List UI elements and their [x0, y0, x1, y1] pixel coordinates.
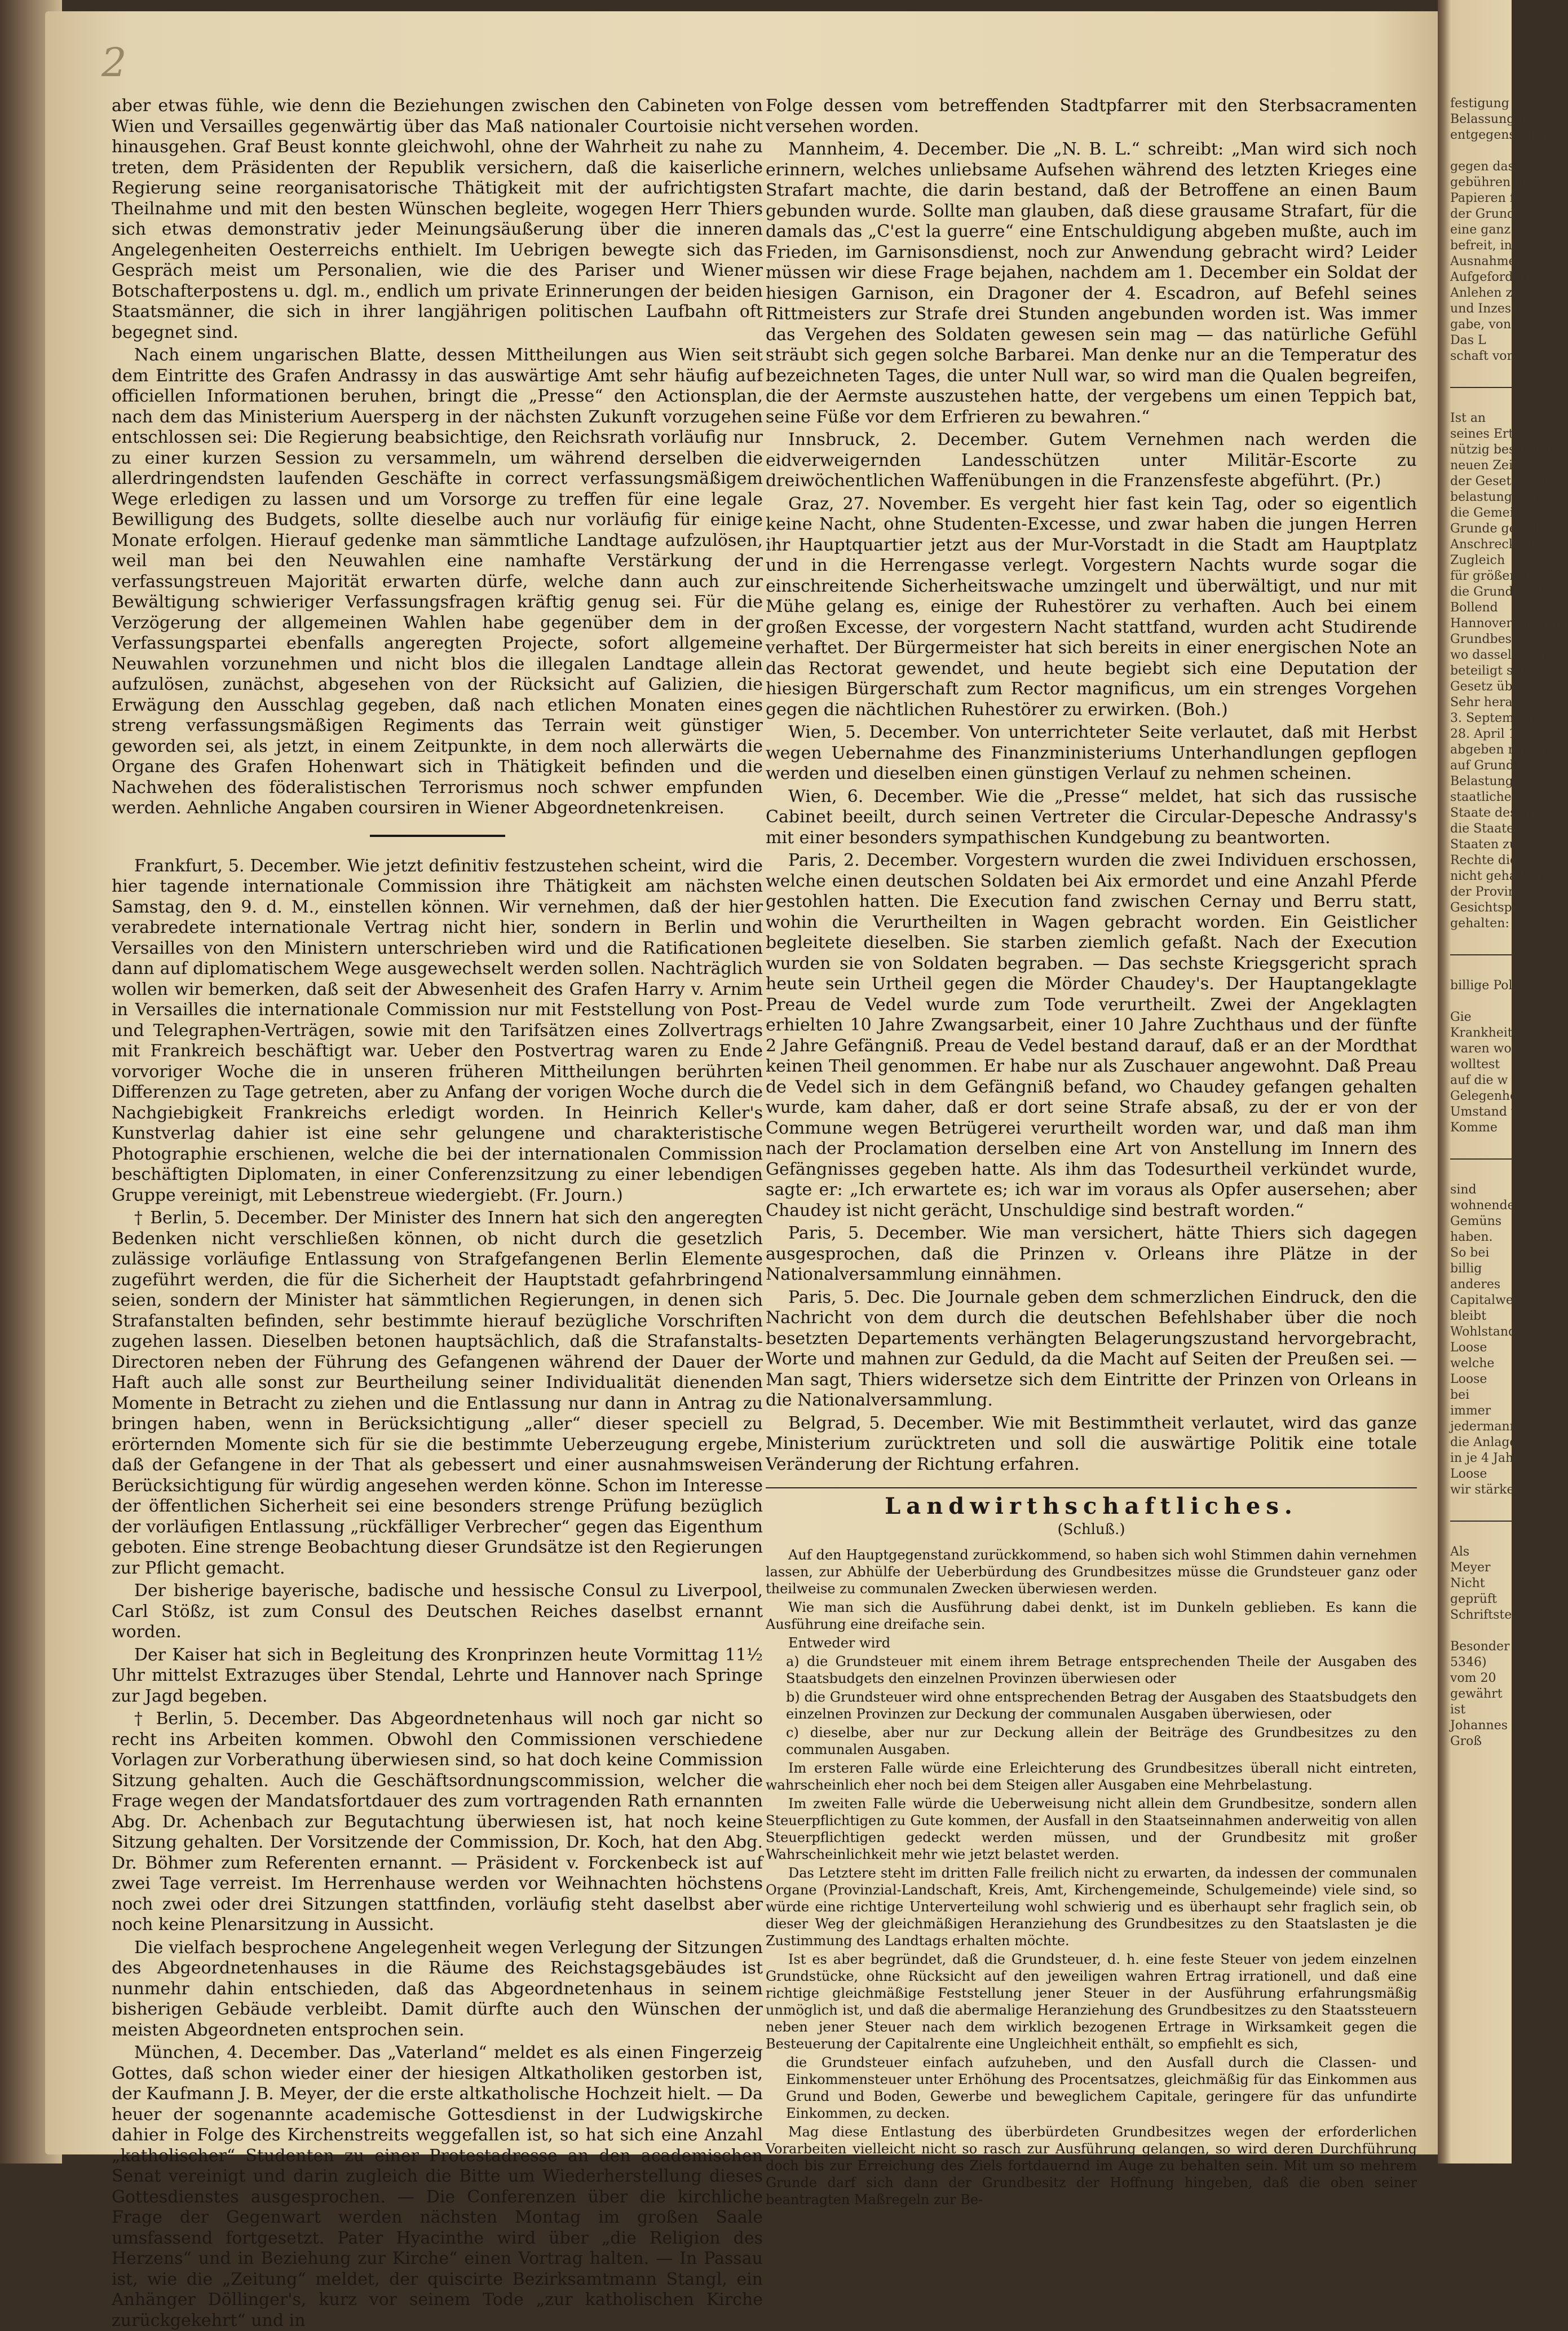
strip-line: Gemüns [1450, 1214, 1502, 1228]
strip-line: waren wohl [1450, 1042, 1523, 1056]
strip-line: haben. [1450, 1230, 1493, 1244]
strip-line: auf Grund w [1450, 759, 1529, 773]
strip-line: bleibt [1450, 1309, 1487, 1323]
strip-line: Gelegenheit [1450, 1089, 1526, 1103]
strip-line: vom 20 [1450, 1671, 1496, 1685]
strip-line: Hannover zusamm [1450, 616, 1568, 631]
strip-line: und Inzessio [1450, 302, 1529, 316]
page-folio: 2 [101, 39, 127, 86]
strip-line: wir stärker [1450, 1483, 1521, 1497]
strip-line: Komme [1450, 1121, 1498, 1135]
section-paragraph: Auf den Hauptgegenstand zurückkommend, so haben sich wohl Stimmen dahin vernehmen lassen, zur Abhülfe der Ueberbürdung des Grundbesitzes müsse die Grundsteuer ganz oder theilweise zu communalen Zwecken überwiesen werden. [766, 1547, 1417, 1597]
strip-line: die Grundbesitze [1450, 585, 1558, 599]
strip-line: wohnende [1450, 1198, 1515, 1213]
article-paris: Paris, 5. Dec. Die Journale geben dem schmerzlichen Eindruck, den die Nachricht von dem durch die deutschen Befehlshaber über die noch besetzten Departements verhängten Belagerungszustand hervorgebracht, Worte und mahnen zur Geduld, da die Macht auf Seiten der Preußen sei. — Man sagt, Thiers widersetze sich dem Eintritte der Prinzen von Orleans in die Nationalversammlung. [766, 1287, 1417, 1410]
strip-line: geprüft [1450, 1592, 1497, 1606]
strip-line: Anschreckend [1450, 537, 1540, 552]
strip-rule [1450, 1158, 1518, 1160]
strip-line: So bei [1450, 1246, 1490, 1260]
article-paragraph: Der Kaiser hat sich in Begleitung des Kronprinzen heute Vormittag 11½ Uhr mittelst Extrazuges über Stendal, Lehrte und Hannover nach Springe zur Jagd begeben. [112, 1645, 763, 1706]
strip-line: der Provinz [1450, 885, 1523, 899]
strip-line [1450, 1623, 1552, 1639]
strip-line: Rechte die [1450, 853, 1518, 867]
section-paragraph: Ist es aber begründet, daß die Grundsteuer, d. h. eine feste Steuer von jedem einzelnen Grundstücke, ohne Rücksicht auf den jeweiligen wahren Ertrag irrationell, und daß eine richtige gleichmäßige Feststellung jener Steuer in der Ausführung erfahrungsmäßig unmöglich ist, und daß die abermalige Heranziehung des Grundbesitzes zu den Staatssteuern neben jener Steuer nach dem wirklich bezogenen Ertrage in Wirksamkeit gegen die Besteuerung der Capitalrente eine Ungleichheit enthält, so empfiehlt es sich, [766, 1951, 1417, 2052]
section-paragraph: Das Letztere steht im dritten Falle freilich nicht zu erwarten, da indessen der communalen Organe (Provinzial-Landschaft, Kreis, Amt, Kirchengemeinde, Schulgemeinde) viele sind, so würde eine richtige Unterverteilung wohl schwierig und es überhaupt sehr fraglich sein, ob dieser Weg der gleichmäßigen Heranziehung des Grundbesitzes zu den Staatslasten je die Zustimmung des Landtags erhalten möchte. [766, 1865, 1417, 1949]
section-paragraph: Im ersteren Falle würde eine Erleichterung des Grundbesitzes überall nicht eintreten, wahrscheinlich eher noch bei dem Steigen aller Ausgaben eine Mehrbelastung. [766, 1760, 1417, 1793]
article-paris: Paris, 5. December. Wie man versichert, hätte Thiers sich dagegen ausgesprochen, daß die Prinzen v. Orleans ihre Plätze in der Nationalversammlung einnähmen. [766, 1223, 1417, 1284]
section-divider [370, 835, 505, 837]
article-paragraph: Folge dessen vom betreffenden Stadtpfarrer mit den Sterbsacramenten versehen worden. [766, 96, 1417, 136]
strip-line: Besonder [1450, 1640, 1510, 1654]
strip-line: die Gemeindela [1450, 506, 1549, 520]
section-body [766, 1546, 1417, 2208]
article-belgrad: Belgrad, 5. December. Wie mit Bestimmtheit verlautet, wird das ganze Ministerium zurücktreten und soll die auswärtige Politik eine totale Veränderung der Richtung erfahren. [766, 1413, 1417, 1474]
strip-line: Grunde gelegt [1450, 522, 1541, 536]
strip-line: für größere G [1450, 569, 1537, 583]
strip-line: Anlehen zu [1450, 286, 1521, 300]
article-mannheim: Mannheim, 4. December. Die „N. B. L.“ schreibt: „Man wird sich noch erinnern, welches unliebsame Aufsehen während des letzten Krieges eine Strafart machte, die darin bestand, daß der Betroffene an einen Baum gebunden wurde. Sollte man glauben, daß diese grausame Strafart, für die damals das „C'est la guerre“ eine Entschuldigung abgeben mußte, auch im Frieden, im Garnisonsdienst, noch zur Anwendung gebracht wird? Leider müssen wir diese Frage bejahen, nachdem am 1. December ein Soldat der hiesigen Garnison, ein Dragoner der 4. Escadron, auf Befehl seines Rittmeisters zur Strafe drei Stunden angebunden worden ist. Was immer das Vergehen des Soldaten gewesen sein mag — das natürliche Gefühl sträubt sich gegen solche Barbarei. Man denke nur an die Temperatur des bezeichneten Tages, die unter Null war, so wird man die Qualen begreifen, die der Aermste auszustehen hatte, der vergebens um einen Teppich bat, seine Füße vor dem Erfrieren zu bewahren.“ [766, 139, 1417, 427]
strip-line: seines Ertrages [1450, 427, 1549, 441]
strip-line: Grundbesitzers [1450, 632, 1547, 646]
section-paragraph: Im zweiten Falle würde die Ueberweisung nicht allein dem Grundbesitze, sondern allen Steuerpflichtigen zu Gute kommen, der Ausfall in den Staatseinnahmen anderweitig von allen Steuerpflichtigen gedeckt werden müssen, und der Grundbesitz mit großer Wahrscheinlichkeit mehr wie jetzt belastet werden. [766, 1796, 1417, 1862]
adjacent-page-text [1450, 96, 1568, 1750]
strip-line: Loose [1450, 1372, 1487, 1386]
enumeration-item: a) die Grundsteuer mit einem ihrem Betrage entsprechenden Theile der Ausgaben des Staatsbudgets den einzelnen Provinzen überwiesen oder [786, 1654, 1417, 1686]
strip-line: bei [1450, 1388, 1470, 1402]
article-graz: Graz, 27. November. Es vergeht hier fast kein Tag, oder so eigentlich keine Nacht, ohne Studenten-Excesse, und zwar haben die jungen Herren ihr Hauptquartier jetzt aus der Mur-Vorstadt in die Stadt am Hauptplatz und in die Herrengasse verlegt. Vorgestern Nachts wurde sogar die einschreitende Sicherheitswache umzingelt und überwältigt, und nur mit Mühe gelang es, einige der Ruhestörer zu verhaften. Auch bei einem großen Excesse, der vorgestern Nacht stattfand, wurden acht Studirende verhaftet. Der Bürgermeister hat sich bereits in einer energischen Note an das Rectorat gewendet, und heute begiebt sich eine Deputation der hiesigen Bürgerschaft zum Rector magnificus, um ein strenges Vorgehen gegen die nächtlichen Ruhestörer zu erwirken. (Boh.) [766, 493, 1417, 720]
strip-line: ist [1450, 1703, 1466, 1717]
article-wien: Wien, 6. December. Wie die „Presse“ meldet, hat sich das russische Cabinet beeilt, durch seinen Vertreter die Circular-Depesche Andrassy's mit einer besonders sympathischen Kundgebung zu beantworten. [766, 786, 1417, 848]
strip-line: billige Pol [1450, 979, 1513, 993]
strip-line [1450, 994, 1552, 1010]
article-berlin: † Berlin, 5. December. Das Abgeordnetenhaus will noch gar nicht so recht ins Arbeiten kommen. Obwohl den Commissionen verschiedene Vorlagen zur Vorberathung überwiesen sind, so hat doch keine Commission Sitzung gehalten. Auch die Geschäftsordnungscommission, welcher die Frage wegen der Mandatsfortdauer des zum vortragenden Rath ernannten Abg. Dr. Achenbach zur Begutachtung überwiesen ist, hat noch keine Sitzung gehalten. Der Vorsitzende der Commission, Dr. Koch, hat den Abg. Dr. Böhmer zum Referenten ernannt. — Präsident v. Forckenbeck ist auf zwei Tage verreist. Im Herrenhause werden vor Weihnachten höchstens noch zwei oder drei Sitzungen stattfinden, vorläufig steht daselbst aber noch keine Plenarsitzung in Aussicht. [112, 1709, 763, 1935]
strip-rule [1450, 1521, 1518, 1522]
strip-line: Staaten zu be [1450, 838, 1537, 852]
strip-line: Papieren fo [1450, 191, 1522, 205]
strip-line: Ausnahmen [1450, 254, 1524, 268]
strip-line: nicht gehalten [1450, 869, 1541, 883]
enumeration-item: b) die Grundsteuer wird ohne entsprechenden Betrag der Ausgaben des Staatsbudgets den einzelnen Provinzen zur Deckung der communalen Ausgaben überwiesen, oder [786, 1689, 1417, 1722]
strip-rule [1450, 387, 1518, 388]
strip-line: Als [1450, 1545, 1470, 1559]
strip-line: die Staaten [1450, 822, 1522, 836]
strip-line: in je 4 Jahr [1450, 1451, 1520, 1465]
strip-line: befreit, ins [1450, 239, 1519, 253]
strip-line: Krankheiten [1450, 1026, 1528, 1040]
strip-line: Belastung [1450, 774, 1513, 788]
strip-line: Groß [1450, 1734, 1482, 1748]
section-paragraph: die Grundsteuer einfach aufzuheben, und den Ausfall durch die Classen- und Einkommensteuer unter Erhöhung des Procentsatzes, gleichmäßig für das Einkommen aus Grund und Boden, Gewerbe und beweglichem Capitale, geringere für das unfundirte Einkommen, zu decken. [786, 2055, 1417, 2121]
strip-line: Ist an [1450, 411, 1486, 425]
strip-line: 28. April 18 [1450, 727, 1525, 741]
strip-line: wo dasselbe zu [1450, 648, 1545, 662]
strip-line: Meyer [1450, 1561, 1491, 1575]
strip-line: Capitalwer [1450, 1293, 1520, 1307]
strip-line: gebühren be [1450, 175, 1530, 190]
strip-line: staatlichen Be [1450, 790, 1540, 804]
strip-line: wolltest [1450, 1057, 1500, 1072]
strip-line: gegen das [1450, 160, 1514, 174]
strip-line: Schriftsteller [1450, 1608, 1533, 1622]
strip-line: welche [1450, 1356, 1495, 1371]
strip-line: neuen Zeit [1450, 459, 1518, 473]
section-subtitle: (Schluß.) [1057, 1521, 1125, 1538]
strip-line: gehalten: [1450, 916, 1509, 931]
strip-line: auf die w [1450, 1073, 1508, 1087]
strip-line: beteiligt sein [1450, 664, 1532, 678]
strip-line: schaft von de [1450, 349, 1534, 363]
strip-line: entgegenstellen [1450, 128, 1551, 142]
adjacent-page-strip [1438, 0, 1568, 2163]
strip-line: Bollend [1450, 601, 1498, 615]
strip-line: Staate des Gr [1450, 806, 1536, 820]
strip-line: Aufgefordert [1450, 270, 1531, 284]
strip-line: Zugleich [1450, 553, 1505, 567]
strip-line: Wohlstand [1450, 1325, 1517, 1339]
strip-line: gewährt [1450, 1687, 1503, 1701]
strip-line: Belassung des [1450, 112, 1540, 126]
strip-rule [1450, 954, 1518, 955]
strip-line: billig [1450, 1262, 1482, 1276]
strip-line: Sehr herangeze [1450, 695, 1550, 710]
article-paragraph: Der bisherige bayerische, badische und hessische Consul zu Liverpool, Carl Stößz, ist zum Consul des Deutschen Reiches daselbst ernannt worden. [112, 1581, 763, 1642]
article-muenchen: München, 4. December. Das „Vaterland“ meldet es als einen Fingerzeig Gottes, daß schon wieder einer der hiesigen Altkatholiken gestorben ist, der Kaufmann J. B. Meyer, der die erste altkatholische Hochzeit hielt. — Da heuer der sogenannte academische Gottesdienst in der Ludwigskirche dahier in Folge des Kirchenstreits weggefallen ist, so hat sich eine Anzahl „katholischer“ Studenten zu einer Protestadresse an den academischen Senat vereinigt und darin zugleich die Bitte um Wiederherstellung dieses Gottesdienstes ausgesprochen. — Die Conferenzen über die kirchliche Frage der Gegenwart werden nächsten Montag im großen Saale umsfassend fortgesetzt. Pater Hyacinthe wird über „die Religion des Herzens“ und in Beziehung zur Kirche“ einen Vortrag halten. — In Passau ist, wie die „Zeitung“ meldet, der quiscirte Bezirksamtmann Stangl, ein Anhänger Döllinger's, kurz vor seinem Tode „zur katholischen Kirche zurückgekehrt“ und in [112, 2043, 763, 2330]
strip-line: jedermann [1450, 1420, 1518, 1434]
section-title: Landwirthschaftliches. [766, 1487, 1417, 1517]
section-paragraph: Mag diese Entlastung des überbürdeten Grundbesitzes wegen der erforderlichen Vorarbeiten vielleicht nicht so rasch zur Ausführung gelangen, so wird deren Durchführung doch bis zur Erreichung des Ziels fortdauernd im Auge zu behalten sein. Mit um so mehrem Grunde darf sich dann der Grundbesitz der Hoffnung hingeben, daß die oben seiner beantragten Maßregeln zur Be- [766, 2124, 1417, 2207]
article-wien: Wien, 5. December. Von unterrichteter Seite verlautet, daß mit Herbst wegen Uebernahme des Finanzministeriums Unterhandlungen gepflogen werden und dieselben einen günstigen Verlauf zu nehmen scheinen. [766, 722, 1417, 783]
strip-line: Gesetz über [1450, 680, 1526, 694]
strip-line: 5346) [1450, 1655, 1487, 1669]
right-column [766, 96, 1417, 2207]
strip-line: anderes [1450, 1277, 1501, 1292]
enumeration-item: c) dieselbe, aber nur zur Deckung allein der Beiträge des Grundbesitzes zu den communalen Ausgaben. [786, 1725, 1417, 1757]
article-paragraph: aber etwas fühle, wie denn die Beziehungen zwischen den Cabineten von Wien und Versailles gegenwärtig über das Maß nationaler Courtoisie nicht hinausgehen. Graf Beust konnte gleichwohl, ohne der Wahrheit zu nahe zu treten, dem Präsidenten der Republik versichern, daß die kaiserliche Regierung seine reorganisatorische Thätigkeit mit der aufrichtigsten Theilnahme und mit den besten Wünschen begleite, wogegen Herr Thiers sich etwas demonstrativ jeder Meinungsäußerung über die inneren Angelegenheiten Oesterreichs enthielt. Im Uebrigen bewegte sich das Gespräch meist um Personalien, wie die des Pariser und Wiener Botschafterpostens u. dgl. m., endlich um private Erinnerungen der beiden Staatsmänner, die sich in ihrer langjährigen politischen Laufbahn oft begegnet sind. [112, 96, 763, 342]
left-column [112, 96, 763, 2330]
article-paragraph: Die vielfach besprochene Angelegenheit wegen Verlegung der Sitzungen des Abgeordnetenhauses in die Räume des Reichstagsgebäudes ist nunmehr dahin entschieden, daß das Abgeordnetenhaus in seinem bisherigen Gebäude verbleibt. Damit dürfte auch den Wünschen der meisten Abgeordneten entsprochen sein. [112, 1937, 763, 2040]
strip-line: 3. September [1450, 711, 1535, 725]
strip-line: Das L [1450, 333, 1486, 347]
article-paris: Paris, 2. December. Vorgestern wurden die zwei Individuen erschossen, welche einen deutschen Soldaten bei Aix ermordet und eine Anzahl Pferde gestohlen hatten. Die Execution fand zwischen Cernay und Berru statt, wohin die Verurtheilten in Wagen gebracht worden. Ein Geistlicher begleitete dieselben. Sie starben ziemlich gefaßt. Nach der Execution wurden sie von Soldaten begraben. — Das sechste Kriegsgericht sprach heute sein Urtheil gegen die Mörder Chaudey's. Der Hauptangeklagte Preau de Vedel wurde zum Tode verurtheilt. Zwei der Angeklagten erhielten 10 Jahre Zwangsarbeit, einer 10 Jahre Zuchthaus und der fünfte 2 Jahre Gefängniß. Preau de Vedel bestand darauf, daß er an der Mordthat keinen Theil genommen. Er habe nur als Zuschauer angewohnt. Daß Preau de Vedel sich in dem Gefängniß befand, wo Chaudey gefangen gehalten wurde, kam daher, daß er dort seine Strafe absaß, zu der er von der Commune wegen Betrügerei verurtheilt worden war, und daß man ihm nach der Proclamation derselben eine Art von Anstellung im Innern des Gefängnisses gegeben hatte. Als ihm das Todesurtheil verkündet wurde, sagte er: „Ich erwartete es; ich war im voraus als Opfer ausersehen; aber Chaudey ist nicht gerächt, Unschuldige sind bestraft worden.“ [766, 851, 1417, 1220]
article-innsbruck: Innsbruck, 2. December. Gutem Vernehmen nach werden die eidverweigernden Landesschützen unter Militär-Escorte zu dreiwöchentlichen Waffenübungen in die Franzensfeste abgeführt. (Pr.) [766, 430, 1417, 491]
strip-line [1450, 143, 1552, 159]
section-paragraph: Entweder wird [788, 1635, 891, 1651]
strip-line: Loose [1450, 1341, 1487, 1355]
strip-line: sind [1450, 1183, 1477, 1197]
strip-line: immer [1450, 1404, 1491, 1418]
article-paragraph: Nach einem ungarischen Blatte, dessen Mittheilungen aus Wien seit dem Eintritte des Grafen Andrassy in das auswärtige Amt sehr häufig auf officiellen Informationen beruhen, bringt die „Presse“ den Actionsplan, nach dem das Ministerium Auersperg in der nächsten Zukunft vorzugehen entschlossen sei: Die Regierung beabsichtige, den Reichsrath vorläufig nur zu einer kurzen Session zu versammeln, um während derselben die allerdringendsten laufenden Geschäfte in correct verfassungsmäßigem Wege erledigen zu lassen und um Vorsorge zu treffen für eine legale Bewilligung des Budgets, sollte dieselbe auch nur vorläufig für einige Monate erfolgen. Hierauf gedenke man sämmtliche Landtage aufzulösen, weil man bei den Neuwahlen eine namhafte Verstärkung der verfassungstreuen Majorität erwarten dürfe, welche dann auch zur Bewältigung schwieriger Verfassungsfragen kräftig genug sei. Für die Verzögerung der allgemeinen Wahlen habe gegenüber dem in der Verfassungspartei ebenfalls angeregten Projecte, sofort allgemeine Neuwahlen vorzunehmen und nicht blos die illegalen Landtage allein aufzulösen, zunächst, abgesehen von der Rücksicht auf Galizien, die Erwägung den Ausschlag gegeben, daß nach etlichen Monaten eines streng verfassungsmäßigen Regiments das Terrain weit günstiger geworden sei, als jetzt, in einem Zeitpunkte, in dem noch allerwärts die Organe des Grafen Hohenwart sich in Thätigkeit befinden und die Nachwehen des föderalistischen Terrorismus noch schwer empfunden werden. Aehnliche Angaben coursiren in Wiener Abgeordnetenkreisen. [112, 345, 763, 818]
strip-line: abgeben nur ei [1450, 743, 1545, 757]
section-paragraph: Wie man sich die Ausführung dabei denkt, ist im Dunkeln geblieben. Es kann die Ausführung eine dreifache sein. [766, 1599, 1417, 1632]
strip-line: festigung der [1450, 96, 1535, 111]
strip-line: nützig bestimmt [1450, 443, 1553, 457]
strip-line: Johannes [1450, 1718, 1508, 1733]
strip-line: Loose [1450, 1467, 1487, 1481]
strip-line: gabe, von de [1450, 318, 1531, 332]
strip-line: eine ganz er [1450, 223, 1528, 237]
strip-line: Umstand w [1450, 1105, 1522, 1119]
strip-line: belastung dur [1450, 490, 1538, 504]
strip-line: die Anlage [1450, 1435, 1517, 1449]
strip-line: Gie [1450, 1010, 1472, 1024]
strip-line: der Gesetzgebu [1450, 474, 1549, 488]
strip-line: Gesichtspu [1450, 901, 1520, 915]
article-berlin: † Berlin, 5. December. Der Minister des Innern hat sich den angeregten Bedenken nicht verschließen können, ob nicht durch die gesetzlich zulässige vorläufige Entlassung von Strafgefangenen Berlin Elemente zugeführt werden, die für die Sicherheit der Hauptstadt gefahrbringend seien, sondern der Minister hat sämmtlichen Regierungen, in denen sich Strafanstalten befinden, sehr bestimmte hierauf bezügliche Vorschriften zugehen lassen. Dieselben betonen hauptsächlich, daß die Strafanstalts-Directoren neben der Führung des Gefangenen während der Dauer der Haft auch alle sonst zur Beurtheilung seiner Individualität dienenden Momente in Betracht zu ziehen und die Entlassung nur dann in Antrag zu bringen haben, wenn in Berücksichtigung „aller“ dieser speciell zu erörternden Momente sich für sie die bestimmte Ueberzeugung ergebe, daß der Gefangene in der That als gebessert und einer ausnahmsweisen Berücksichtigung für würdig angesehen werden könne. Schon im Interesse der öffentlichen Sicherheit sei eine besonders strenge Prüfung bezüglich der vorläufigen Entlassung „rückfälliger Verbrecher“ gegen das Eigenthum geboten. Eine strenge Beobachtung dieser Grundsätze ist den Regierungen zur Pflicht gemacht. [112, 1208, 763, 1578]
strip-line: der Grundbes [1450, 207, 1537, 221]
strip-line: Nicht [1450, 1576, 1485, 1590]
article-frankfurt: Frankfurt, 5. December. Wie jetzt definitiv festzustehen scheint, wird die hier tagende internationale Commission ihre Thätigkeit am nächsten Samstag, den 9. d. M., einstellen können. Wir vernehmen, daß der hier verabredete internationale Vertrag nicht hier, sondern in Berlin und Versailles von den Ministern unterschrieben wird und die Ratificationen dann auf diplomatischem Wege ausgewechselt werden sollen. Nachträglich wollen wir bemerken, daß seit der Abwesenheit des Grafen Harry v. Arnim in Versailles die internationale Commission nur mit Feststellung von Post- und Telegraphen-Verträgen, sowie mit den Tarifsätzen eines Zollvertrags mit Frankreich beschäftigt war. Ueber den Postvertrag waren zu Ende vorvoriger Woche die in unseren früheren Mittheilungen berührten Differenzen zu Tage getreten, aber zu Anfang der vorigen Woche durch die Nachgiebigkeit Frankreichs erledigt worden. In Heinrich Keller's Kunstverlag dahier ist eine sehr gelungene und charakteristische Photographie erschienen, welche die bei der internationalen Commission beschäftigten Diplomaten, in einer Conferenzsitzung zu einer lebendigen Gruppe vereinigt, mit Lebenstreue wiedergiebt. (Fr. Journ.) [112, 856, 763, 1205]
